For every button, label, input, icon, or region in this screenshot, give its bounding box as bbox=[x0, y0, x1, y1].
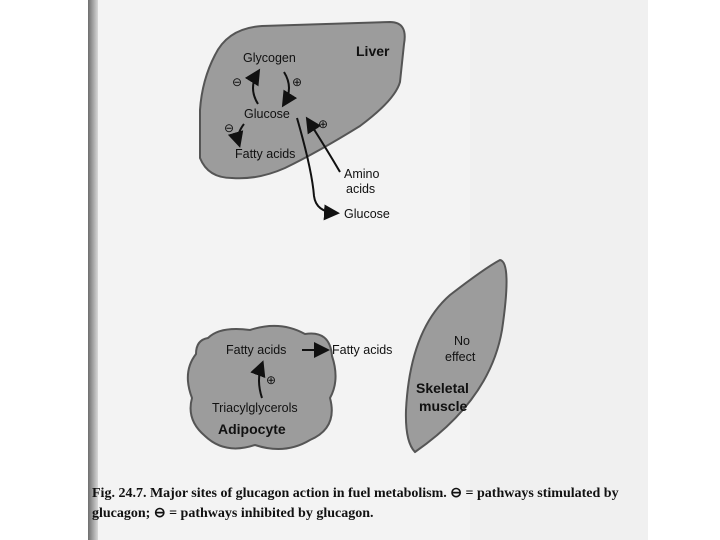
liver-title: Liver bbox=[356, 43, 390, 59]
amino-acids-label-1: Amino bbox=[344, 167, 380, 181]
fatty-acids-out-label: Fatty acids bbox=[332, 343, 393, 357]
plus-sign-gluconeogenesis: ⊕ bbox=[318, 117, 329, 131]
glucose-label: Glucose bbox=[244, 107, 290, 121]
no-effect-label-1: No bbox=[454, 334, 470, 348]
caption-title: Fig. 24.7. Major sites of glucagon action in fuel metabolism. bbox=[92, 486, 447, 501]
no-effect-label-2: effect bbox=[445, 350, 476, 364]
caption-line-1-rest: ⊖ = pathways stimulated by bbox=[446, 486, 619, 501]
minus-sign-fatty-acids: ⊖ bbox=[224, 121, 235, 135]
fatty-acids-liver-label: Fatty acids bbox=[235, 147, 296, 161]
skeletal-title-1: Skeletal bbox=[416, 380, 469, 396]
caption-line-1 bbox=[92, 484, 642, 504]
skeletal-title-2: muscle bbox=[419, 398, 468, 414]
glucose-out-label: Glucose bbox=[344, 207, 390, 221]
adipocyte-title: Adipocyte bbox=[218, 421, 286, 437]
amino-acids-label-2: acids bbox=[346, 182, 376, 196]
plus-sign-lipolysis: ⊕ bbox=[266, 373, 277, 387]
glycogen-label: Glycogen bbox=[243, 51, 296, 65]
caption-line-2 bbox=[92, 504, 642, 524]
fatty-acids-adipocyte-label: Fatty acids bbox=[226, 343, 287, 357]
plus-sign-glycogenolysis: ⊕ bbox=[292, 75, 303, 89]
caption-line-2-text: glucagon; ⊖ = pathways inhibited by glucagon. bbox=[92, 506, 374, 521]
figure-caption bbox=[92, 484, 642, 524]
triacylglycerols-label: Triacylglycerols bbox=[212, 401, 298, 415]
minus-sign-glycogen: ⊖ bbox=[232, 75, 243, 89]
